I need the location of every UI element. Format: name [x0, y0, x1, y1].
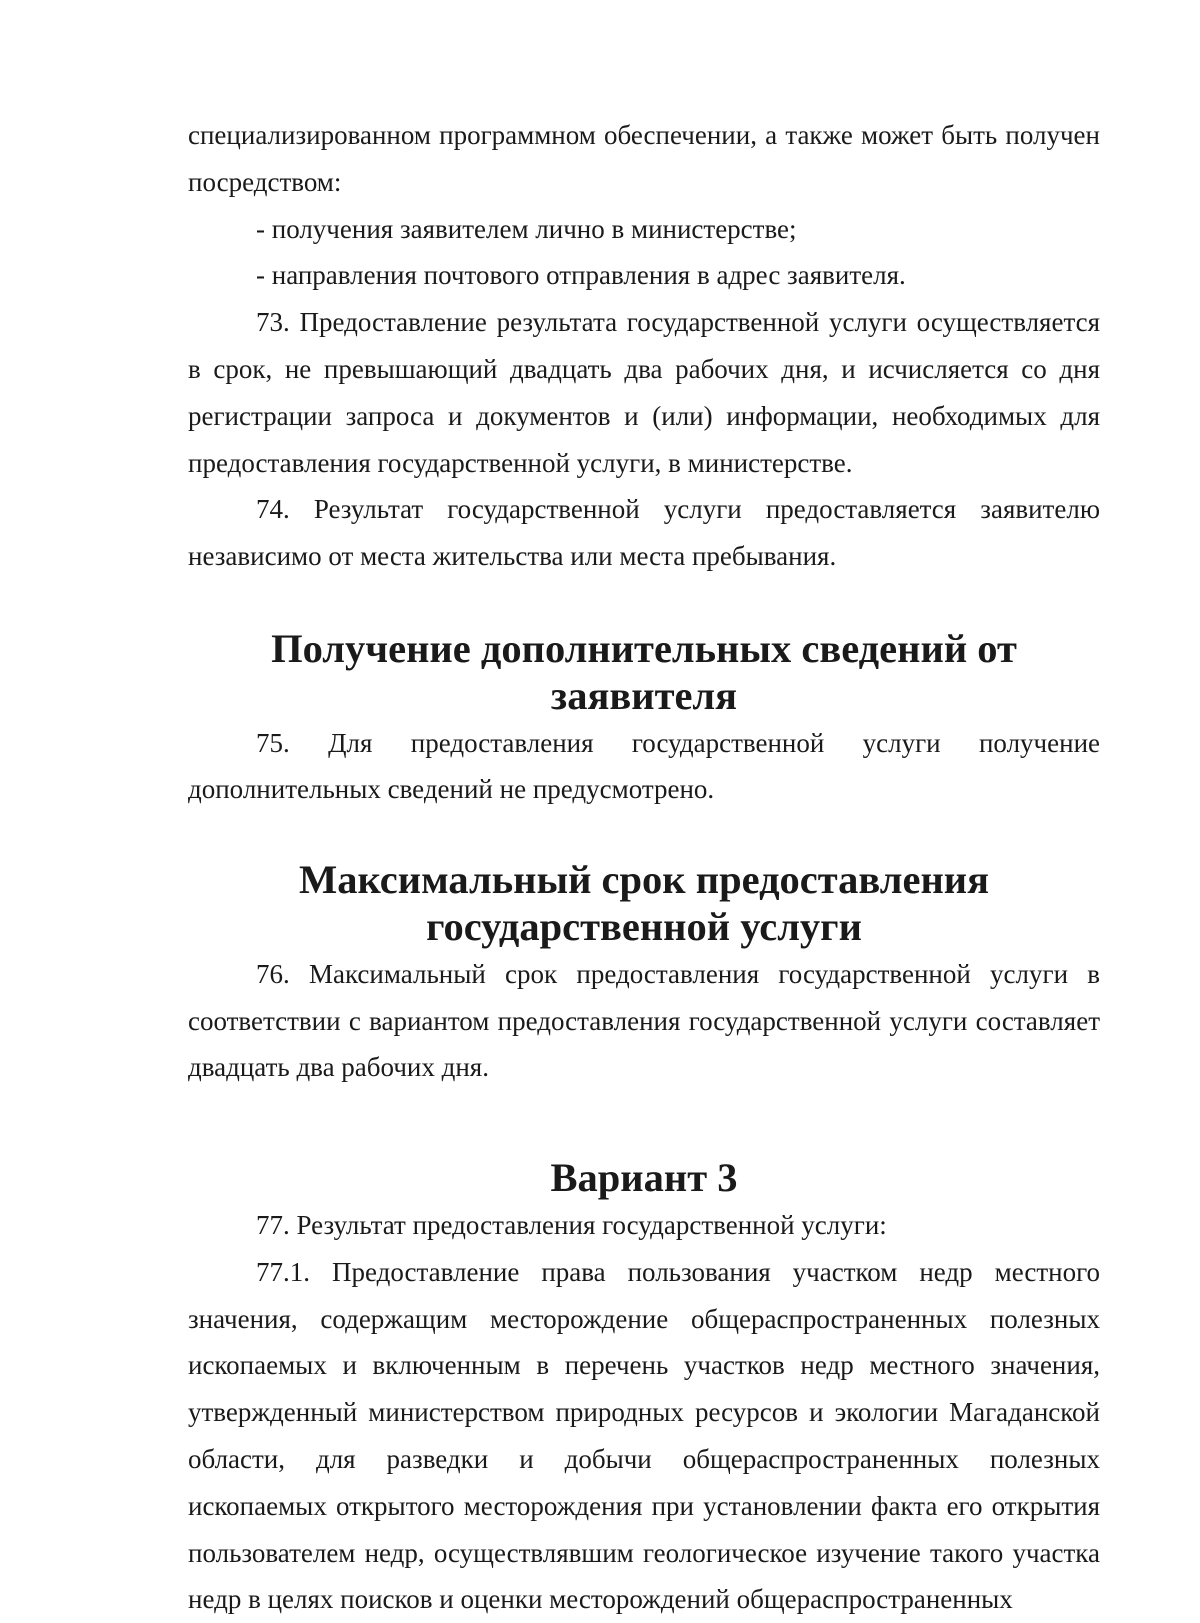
- paragraph-76: 76. Максимальный срок предоставления государственной услуги в соответствии с вариантом предоставления государственной услуги составляет двадцать два рабочих дня.: [188, 958, 1100, 1083]
- paragraph-77: 77. Результат предоставления государственной услуги:: [256, 1209, 887, 1240]
- continuation-paragraph: специализированном программном обеспечении, а также может быть получен посредством:: [188, 120, 1100, 197]
- bullet-item: - направления почтового отправления в адрес заявителя.: [256, 260, 906, 291]
- bullet-item: - получения заявителем лично в министерстве;: [256, 213, 797, 244]
- paragraph-77-1: 77.1. Предоставление права пользования участком недр местного значения, содержащим месторождение общераспространенных полезных ископаемых и включенным в перечень участков недр местного значения, утвержденный министерством природных ресурсов и экологии Магаданской области, для разведки и добычи общераспространенных полезных ископаемых открытого месторождения при установлении факта его открытия пользователем недр, осуществлявшим геологическое изучение такого участка недр в целях поисков и оценки месторождений общераспространенных: [188, 1256, 1100, 1615]
- paragraph-74: 74. Результат государственной услуги предоставляется заявителю независимо от места жительства или места пребывания.: [188, 494, 1100, 572]
- paragraph-73: 73. Предоставление результата государственной услуги осуществляется в срок, не превышающий двадцать два рабочих дня, и исчисляется со дня регистрации запроса и документов и (или) информации, необходимых для предоставления государственной услуги, в министерстве.: [188, 307, 1100, 478]
- document-body: [188, 112, 1100, 1623]
- paragraph-75: 75. Для предоставления государственной услуги получение дополнительных сведений не предусмотрено.: [188, 727, 1100, 805]
- section-heading-max-term: Максимальный срок предоставления государственной услуги: [298, 857, 990, 949]
- section-spacer: [188, 1091, 1100, 1155]
- section-heading-additional-info: Получение дополнительных сведений от заявителя: [271, 625, 1017, 718]
- section-spacer: [188, 580, 1100, 626]
- section-heading-variant: Вариант 3: [550, 1155, 738, 1201]
- section-spacer: [188, 813, 1100, 857]
